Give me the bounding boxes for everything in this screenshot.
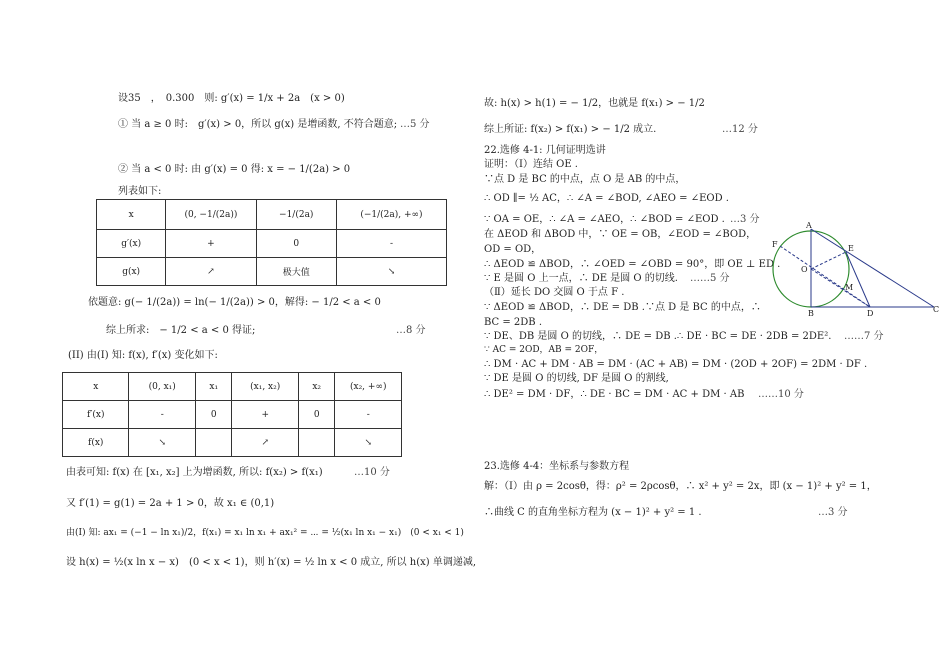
table-cell: x₂ [298, 373, 335, 401]
line-proof-6: OD = OD， [484, 244, 542, 255]
table-cell: (0, x₁) [129, 373, 195, 401]
geometry-figure [768, 220, 944, 320]
label-e: E [848, 244, 854, 253]
label-c: C [933, 305, 940, 314]
table-cell [298, 429, 335, 457]
line-proof-14: ∴ DM · AC + DM · AB = DM · (AC + AB) = DM · (2OD + 2OF) = 2DM · DF . [484, 359, 868, 370]
line-proof-2: ∵点 D 是 BC 的中点，点 O 是 AB 的中点， [484, 174, 686, 185]
line-proof-11: BC = 2DB . [484, 317, 543, 328]
table-cell: 0 [195, 401, 232, 429]
table-cell: x₁ [195, 373, 232, 401]
segment-od [811, 269, 870, 307]
line-proof-10: ∵ ΔEOD ≌ ΔBOD，∴ DE = DB .∵点 D 是 BC 的中点，∴ [484, 302, 761, 313]
table-cell: ↘ [129, 429, 195, 457]
score-5b: ……5 分 [690, 273, 730, 284]
line-proof-9: （Ⅱ）延长 DO 交圆 O 于点 F . [484, 287, 625, 298]
section-22-title: 22.选修 4-1: 几何证明选讲 [484, 145, 606, 156]
table-cell: (x₁, x₂) [232, 373, 298, 401]
segment-oe [811, 252, 846, 269]
line-part-2: (II) 由(I) 知: f(x), f′(x) 变化如下: [68, 350, 218, 361]
table-cell: 0 [298, 401, 335, 429]
segment-ac [811, 229, 934, 307]
line-polar-1: 解：（Ⅰ）由 ρ = 2cosθ，得：ρ² = 2ρcosθ，∴ x² + y² = 2x，即 (x − 1)² + y² = 1， [484, 481, 877, 492]
line-proof-8: ∵ E 是圆 O 上一点，∴ DE 是圆 O 的切线. [484, 273, 678, 284]
table-cell: −1/(2a) [256, 200, 336, 230]
label-a: A [806, 221, 812, 230]
table-cell: x [97, 200, 166, 230]
line-proof-15: ∵ DE 是圆 O 的切线, DF 是圆 O 的割线, [484, 373, 669, 384]
section-23-title: 23.选修 4-4：坐标系与参数方程 [484, 461, 630, 472]
score-8: …8 分 [396, 325, 426, 336]
table-cell: - [129, 401, 195, 429]
line-table-intro: 列表如下: [118, 186, 162, 197]
label-f: F [772, 240, 778, 249]
table-cell: (−1/(2a), +∞) [336, 200, 446, 230]
line-f-prime-1: 又 f′(1) = g(1) = 2a + 1 > 0，故 x₁ ∈ (0,1) [66, 498, 275, 509]
score-3b: …3 分 [818, 507, 848, 518]
label-m: M [845, 283, 854, 292]
label-b: B [808, 309, 814, 318]
line-proof-16: ∴ DE² = DM · DF，∴ DE · BC = DM · AC + DM · AB [484, 389, 745, 400]
table-f [62, 372, 402, 457]
score-5: …5 分 [400, 119, 430, 130]
line-proof-3: ∴ OD ∥= ½ AC，∴ ∠A = ∠BOD, ∠AEO = ∠EOD . [484, 193, 729, 204]
table-cell: + [232, 401, 298, 429]
table-g [96, 199, 447, 286]
line-f-x1: 由(I) 知: ax₁ = (−1 − ln x₁)/2，f(x₁) = x₁ ln x₁ + ax₁² = ⋯ = ½(x₁ ln x₁ − x₁) (0 < x₁ < 1) [66, 528, 464, 538]
table-cell: - [336, 230, 446, 258]
line-derivative: 设35 ， 0.300 则: g′(x) = 1/x + 2a (x > 0) [118, 93, 345, 104]
line-conclusion-1: 综上所求: − 1/2 < a < 0 得证; [106, 325, 256, 336]
line-proof-1: 证明：（Ⅰ）连结 OE . [484, 159, 578, 170]
label-d: D [867, 309, 874, 318]
table-cell: - [335, 401, 402, 429]
score-7: ……7 分 [844, 331, 884, 342]
table-cell: f(x) [63, 429, 129, 457]
table-cell: ↗ [232, 429, 298, 457]
line-proof-12: ∵ DE、DB 是圆 O 的切线，∴ DE = DB .∴ DE · BC = DE · 2DB = 2DE². [484, 331, 832, 342]
table-cell: g′(x) [97, 230, 166, 258]
table-cell: (x₂, +∞) [335, 373, 402, 401]
label-o: O [801, 265, 808, 274]
line-condition: 依题意: g(− 1/(2a)) = ln(− 1/(2a)) > 0，解得: − 1/2 < a < 0 [88, 297, 381, 308]
table-cell: ↗ [166, 258, 256, 286]
table-cell: ↘ [335, 429, 402, 457]
table-cell: 极大值 [256, 258, 336, 286]
score-10b: ……10 分 [758, 389, 804, 400]
line-final: 综上所证: f(x₂) > f(x₁) > − 1/2 成立. [484, 124, 657, 135]
table-cell: f′(x) [63, 401, 129, 429]
line-h-define: 设 h(x) = ½(x ln x − x) (0 < x < 1)，则 h′(x) = ½ ln x < 0 成立, 所以 h(x) 单调递减, [66, 557, 477, 568]
line-h-result: 故: h(x) > h(1) = − 1/2，也就是 f(x₁) > − 1/2 [484, 98, 705, 109]
line-proof-13: ∵ AC = 2OD，AB = 2OF， [484, 345, 604, 355]
line-case-1: ① 当 a ≥ 0 时: g′(x) > 0，所以 g(x) 是增函数, 不符合题意; [118, 119, 398, 130]
table-cell: (0, −1/(2a)) [166, 200, 256, 230]
table-cell: g(x) [97, 258, 166, 286]
score-10: …10 分 [354, 467, 390, 478]
line-polar-2: ∴曲线 C 的直角坐标方程为 (x − 1)² + y² = 1 . [484, 507, 702, 518]
table-cell: + [166, 230, 256, 258]
score-12: …12 分 [722, 124, 758, 135]
table-cell: 0 [256, 230, 336, 258]
table-cell: x [63, 373, 129, 401]
line-proof-7: ∴ ΔEOD ≌ ΔBOD，∴ ∠OED = ∠OBD = 90°，即 OE ⊥ ED . [484, 259, 781, 270]
score-3a: …3 分 [730, 214, 760, 225]
line-proof-5: 在 ΔEOD 和 ΔBOD 中，∵ OE = OB，∠EOD = ∠BOD， [484, 229, 757, 240]
table-cell: ↘ [336, 258, 446, 286]
table-cell [195, 429, 232, 457]
line-proof-4: ∵ OA = OE，∴ ∠A = ∠AEO，∴ ∠BOD = ∠EOD . [484, 214, 725, 225]
line-table-result: 由表可知: f(x) 在 [x₁, x₂] 上为增函数, 所以: f(x₂) > f(x₁) [66, 467, 323, 478]
line-case-2: ② 当 a < 0 时: 由 g′(x) = 0 得: x = − 1/(2a) > 0 [118, 164, 351, 175]
